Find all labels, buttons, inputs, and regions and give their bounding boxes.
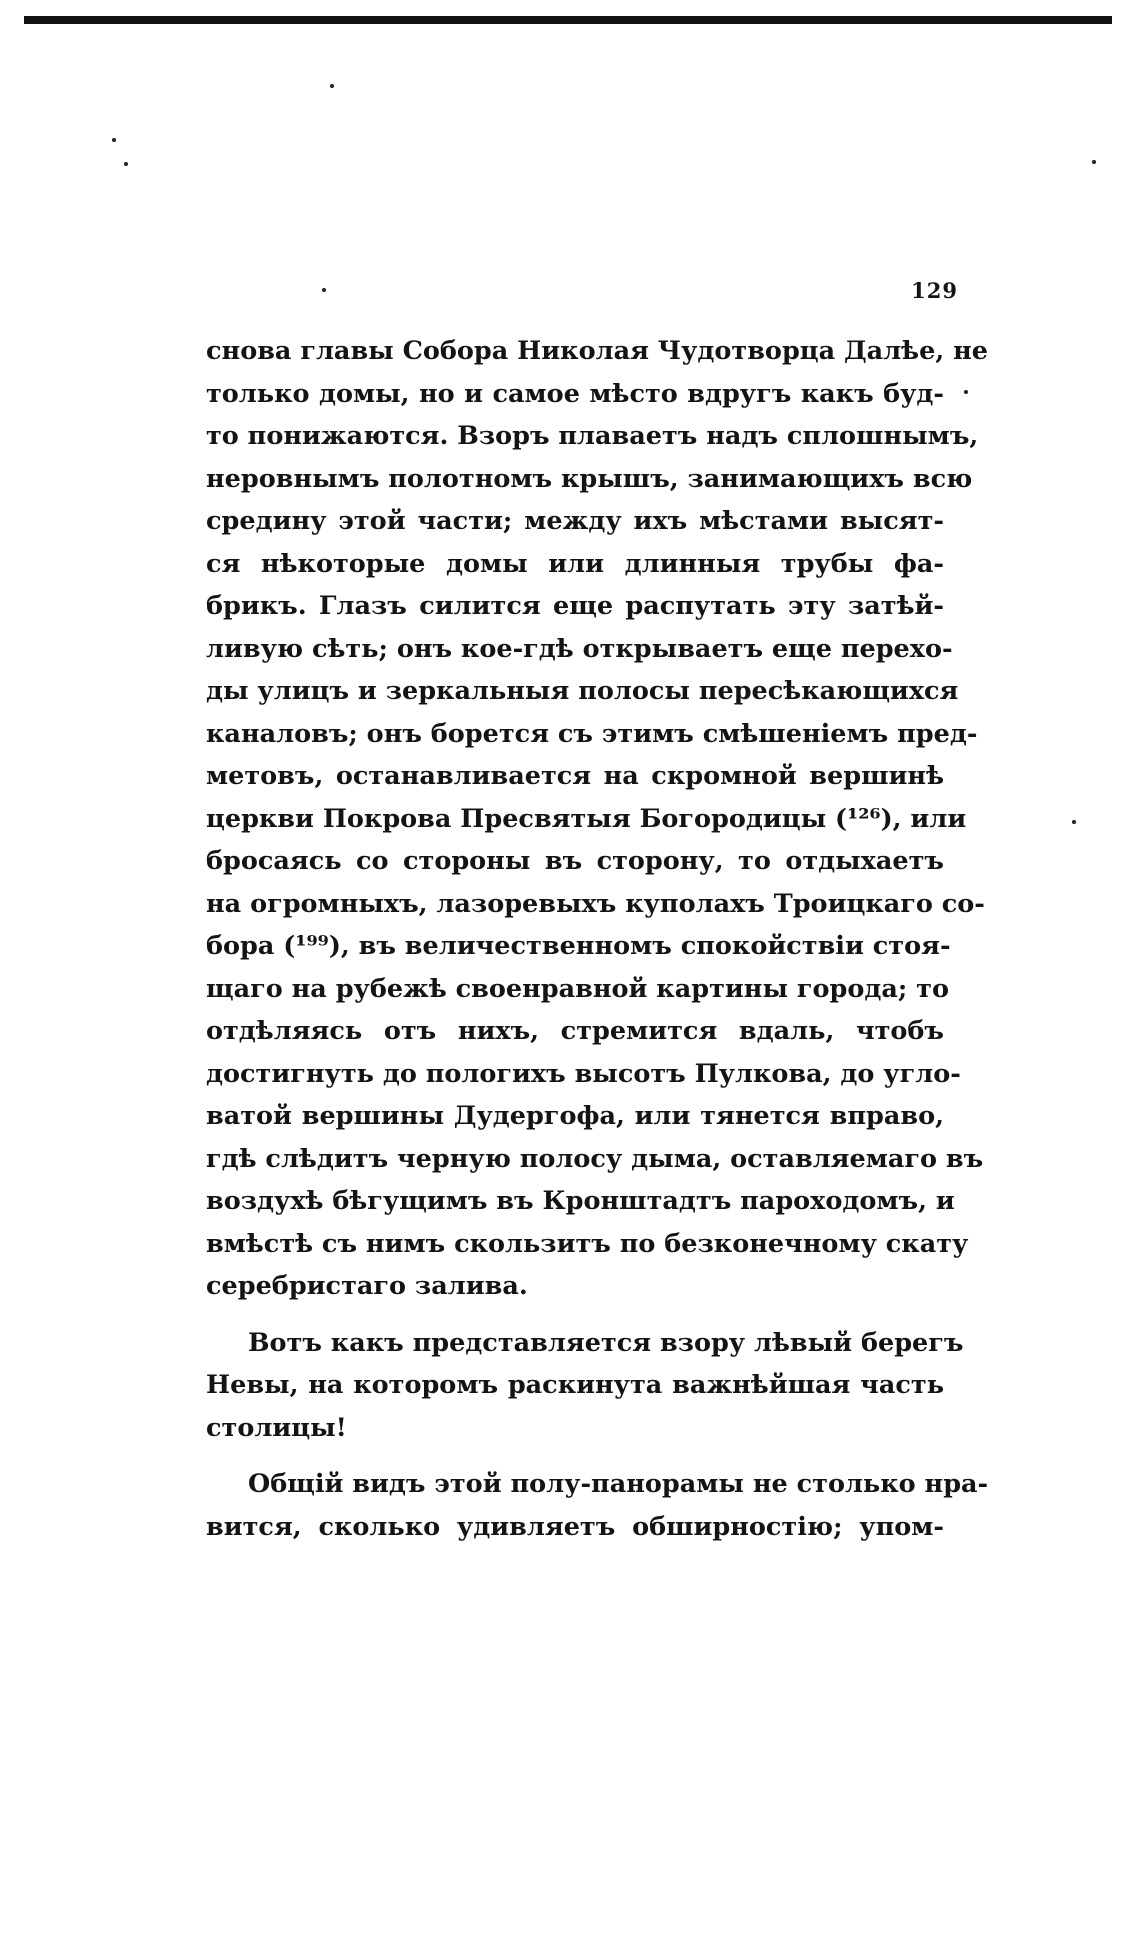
page-number: 129: [911, 278, 958, 303]
text-line: воздухѣ бѣгущимъ въ Кронштадтъ пароходомъ, и: [206, 1186, 955, 1216]
text-line: достигнуть до пологихъ высотъ Пулкова, до угло-: [206, 1058, 961, 1089]
ink-speck: [330, 84, 334, 88]
text-line: метовъ, останавливается на скромной вершинѣ: [206, 761, 944, 791]
text-line: ливую сѣть; онъ кое-гдѣ открываетъ еще перехо-: [206, 633, 953, 664]
top-border-rule: [24, 16, 1112, 24]
paragraph-gap: [206, 1449, 944, 1463]
text-line: столицы!: [206, 1412, 347, 1443]
text-line: брикъ. Глазъ силится еще распутать эту затѣй-: [206, 591, 944, 621]
paragraph: [206, 1463, 989, 1548]
ink-speck: [1072, 820, 1076, 824]
text-line: ватой вершины Дудергофа, или тянется вправо,: [206, 1101, 944, 1131]
text-line: гдѣ слѣдитъ черную полосу дыма, оставляемаго въ: [206, 1143, 984, 1174]
text-line: Вотъ какъ представляется взору лѣвый берегъ: [248, 1327, 964, 1358]
ink-speck: [964, 390, 968, 394]
text-line: ды улицъ и зеркальныя полосы пересѣкающихся: [206, 676, 959, 706]
text-line: каналовъ; онъ борется съ этимъ смѣшеніемъ пред-: [206, 718, 978, 749]
text-line: вится, сколько удивляетъ обширностію; упом-: [206, 1511, 944, 1542]
paragraph: [206, 1322, 964, 1450]
text-line: на огромныхъ, лазоревыхъ куполахъ Троицкаго со-: [206, 888, 985, 919]
paragraph: [206, 330, 988, 1308]
ink-speck: [322, 288, 326, 292]
text-line: щаго на рубежѣ своенравной картины города; то: [206, 973, 949, 1004]
paragraph-gap: [206, 1308, 944, 1322]
text-line: вмѣстѣ съ нимъ скользитъ по безконечному скату: [206, 1228, 969, 1259]
body-text: [206, 330, 989, 1548]
text-line: серебристаго залива.: [206, 1271, 528, 1301]
text-line: неровнымъ полотномъ крышъ, занимающихъ всю: [206, 463, 973, 494]
text-line: бросаясь со стороны въ сторону, то отдыхаетъ: [206, 846, 944, 876]
text-line: то понижаются. Взоръ плаваетъ надъ сплошнымъ,: [206, 421, 979, 451]
ink-speck: [124, 162, 128, 166]
text-line: Общій видъ этой полу-панорамы не столько нра-: [248, 1469, 989, 1499]
text-line: бора (¹⁹⁹), въ величественномъ спокойствіи стоя-: [206, 931, 951, 961]
text-line: Невы, на которомъ раскинута важнѣйшая часть: [206, 1370, 944, 1400]
ink-speck: [1092, 160, 1096, 164]
text-line: средину этой части; между ихъ мѣстами высят-: [206, 506, 944, 536]
text-line: отдѣляясь отъ нихъ, стремится вдаль, чтобъ: [206, 1016, 944, 1046]
text-line: ся нѣкоторые домы или длинныя трубы фа-: [206, 548, 944, 579]
ink-speck: [112, 138, 116, 142]
text-line: снова главы Собора Николая Чудотворца Далѣе, не: [206, 336, 988, 366]
text-line: только домы, но и самое мѣсто вдругъ какъ буд-: [206, 378, 944, 409]
text-line: церкви Покрова Пресвятыя Богородицы (¹²⁶), или: [206, 803, 967, 834]
